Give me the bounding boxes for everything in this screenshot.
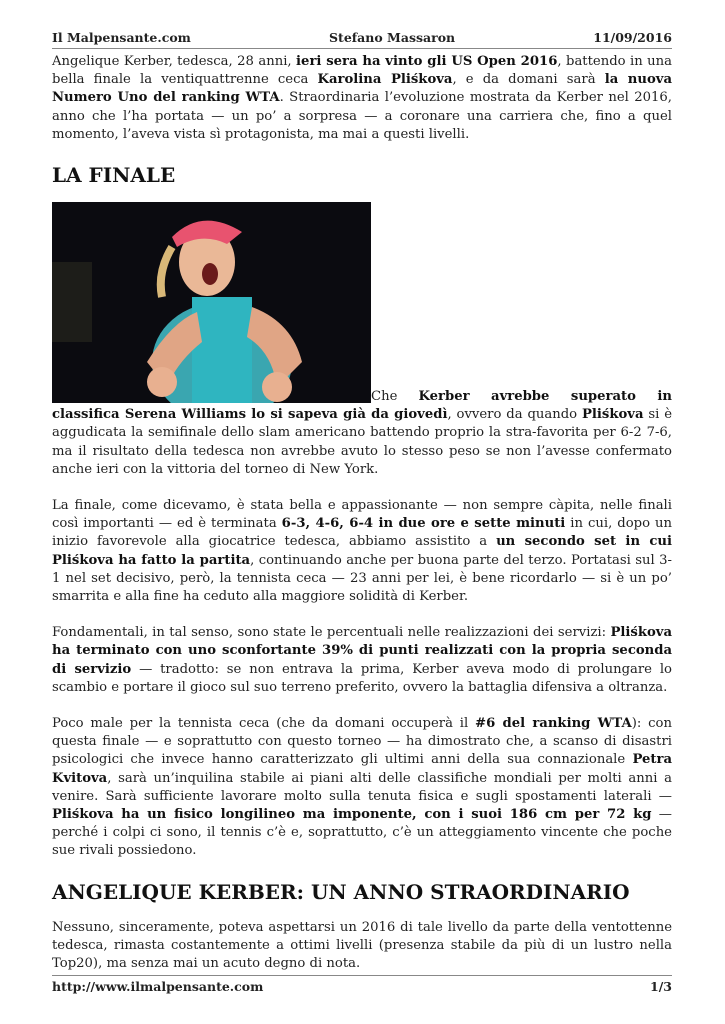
page-number: 1/3	[650, 979, 672, 994]
page-header	[52, 30, 672, 49]
paragraph	[52, 202, 672, 479]
bold-text: Pliśkova ha un fisico longilineo ma imponente, con i suoi 186 cm per 72 kg	[52, 807, 652, 823]
paragraph	[52, 919, 672, 974]
text-run: , sarà un’inquilina stabile ai piani alti delle classifiche mondiali per molti anni a venire. Sarà sufficiente lavorare molto sulla tenuta fisica e sugli spostamenti laterali —	[52, 770, 672, 804]
kerber-photo	[52, 202, 371, 403]
date: 11/09/2016	[593, 30, 672, 45]
bold-text: un secondo set in cui Pliśkova ha fatto la partita	[52, 534, 672, 568]
text-run: in cui, dopo un inizio favorevole alla giocatrice tedesca, abbiamo assistito a	[52, 516, 672, 550]
bold-text: la nuova Numero Uno del ranking WTA	[52, 72, 672, 106]
bold-text: #6 del ranking WTA	[475, 716, 632, 732]
bold-text: 6-3, 4-6, 6-4 in due ore e sette minuti	[281, 516, 566, 532]
text-run: Poco male per la tennista ceca (che da domani occuperà il	[52, 716, 476, 732]
paragraph	[52, 497, 672, 606]
author: Stefano Massaron	[329, 30, 456, 45]
page-footer	[52, 975, 672, 994]
bold-text: Kerber avrebbe superato in classifica Serena Williams lo si sapeva già da giovedì	[52, 389, 672, 423]
text-run: , battendo in una bella finale la ventiquattrenne ceca	[52, 54, 672, 88]
section-heading: ANGELIQUE KERBER: UN ANNO STRAORDINARIO	[52, 879, 630, 904]
paragraph	[52, 715, 672, 861]
bold-text: Pliśkova ha terminato con uno sconfortante 39% di punti realizzati con la propria seconda di servizio	[52, 625, 672, 677]
paragraph	[52, 624, 672, 697]
text-run: — tradotto: se non entrava la prima, Kerber aveva modo di prolungare lo scambio e portare il gioco sul suo terreno preferito, ovvero la battaglia difensiva a oltranza.	[52, 661, 672, 695]
text-run: , e da domani sarà	[452, 72, 605, 88]
site-name: Il Malpensante.com	[52, 30, 191, 45]
bold-text: Pliśkova	[581, 407, 644, 423]
footer-url[interactable]: http://www.ilmalpensante.com	[52, 979, 264, 994]
text-run: Fondamentali, in tal senso, sono state le percentuali nelle realizzazioni dei servizi:	[52, 625, 611, 641]
text-run: ): con questa finale — e soprattutto con questo torneo — ha dimostrato che, a scanso di disastri psicologici che invece hanno caratterizzato gli ultimi anni della sua connazionale	[52, 716, 672, 768]
paragraph	[52, 53, 672, 144]
text-run: Che	[371, 389, 419, 405]
text-run: , continuando anche per buona parte del terzo. Portatasi sul 3-1 nel set decisivo, però, la tennista ceca — 23 anni per lei, è bene ricordarlo — si è un po’ smarrita e alla fine ha ceduto alla maggiore solidità di Kerber.	[52, 552, 672, 605]
bold-text: Petra Kvitova	[52, 752, 672, 786]
article-body	[52, 53, 672, 991]
text-run: Nessuno, sinceramente, poteva aspettarsi un 2016 di tale livello da parte della ventottenne tedesca, rimasta costantemente a ottimi livelli (presenza stabile da più di un lustro nella Top20), ma senza mai un acuto degno di nota.	[52, 919, 672, 972]
section-heading: LA FINALE	[52, 163, 176, 188]
text-run: — perché i colpi ci sono, il tennis c’è e, soprattutto, c’è un atteggiamento vincente che poche sue rivali possiedono.	[52, 807, 672, 859]
text-run: si è aggudicata la semifinale dello slam americano battendo proprio la stra-favorita per 6-2 7-6, ma il risultato della tedesca non avrebbe avuto lo stesso peso se non l’avesse confermato anche ieri con la vittoria del torneo di New York.	[52, 407, 673, 477]
text-run: . Straordinaria l’evoluzione mostrata da Kerber nel 2016, anno che l’ha portata — un po’ a sorpresa — a coronare una carriera che, fino a quel momento, l’aveva vista sì protagonista, ma mai a questi livelli.	[52, 90, 672, 142]
bold-text: ieri sera ha vinto gli US Open 2016	[296, 54, 558, 69]
text-run: Angelique Kerber, tedesca, 28 anni,	[52, 54, 297, 69]
text-run: La finale, come dicevamo, è stata bella e appassionante — non sempre càpita, nelle finali così importanti — ed è terminata	[52, 498, 672, 532]
text-run: , ovvero da quando	[447, 407, 582, 423]
bold-text: Karolina Pliśkova	[317, 72, 453, 88]
